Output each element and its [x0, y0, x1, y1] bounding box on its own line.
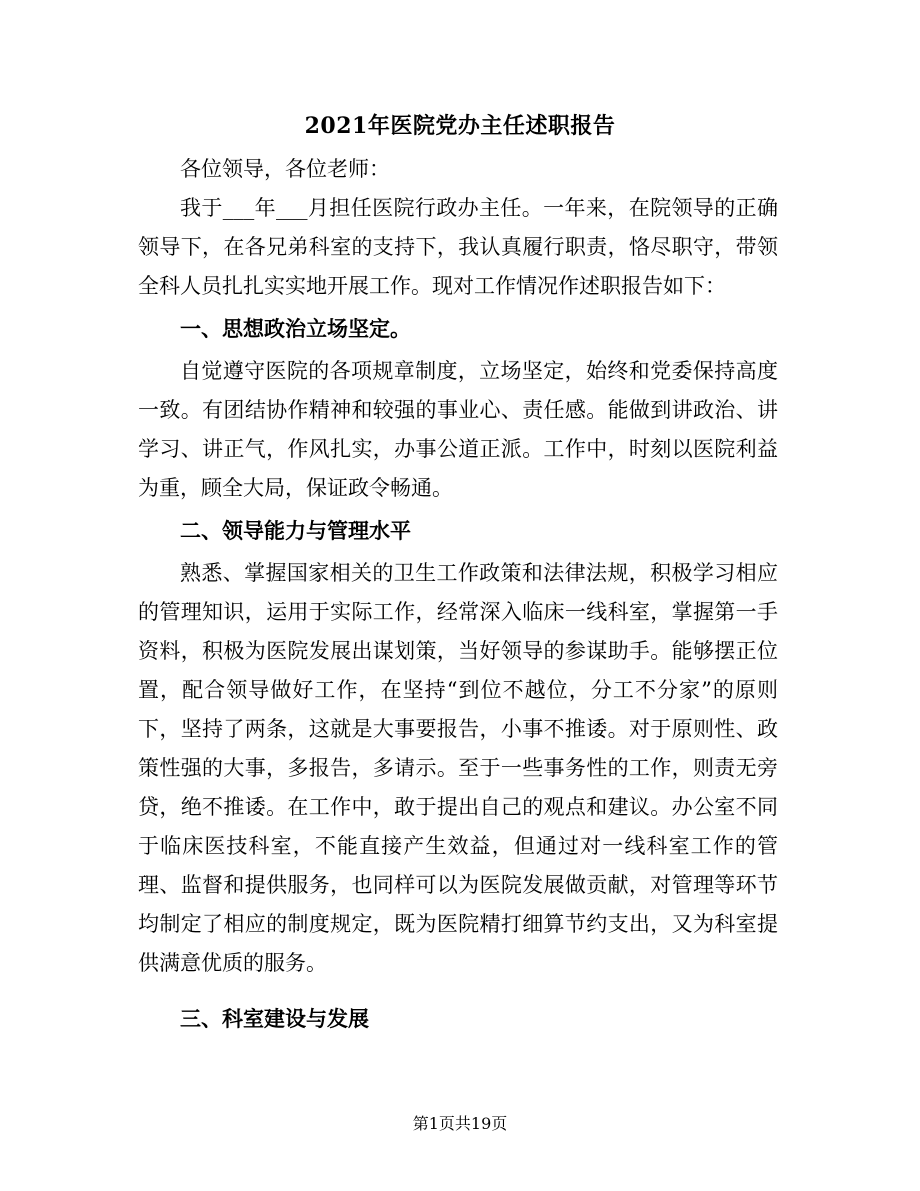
intro-paragraph: 我于___年___月担任医院行政办主任。一年来，在院领导的正确领导下，在各兄弟科室的支持下，我认真履行职责，恪尽职守，带领全科人员扎扎实实地开展工作。现对工作情况作述职报告如下：	[138, 196, 778, 298]
document-body	[138, 150, 778, 1042]
salutation: 各位领导，各位老师：	[180, 157, 390, 181]
section-heading-1: 一、思想政治立场坚定。	[180, 316, 411, 341]
section-1-paragraph: 自觉遵守医院的各项规章制度，立场坚定，始终和党委保持高度一致。有团结协作精神和较强的事业心、责任感。能做到讲政治、讲学习、讲正气，作风扎实，办事公道正派。工作中，时刻以医院利益为重，顾全大局，保证政令畅通。	[138, 359, 778, 500]
document-title: 2021年医院党办主任述职报告	[304, 113, 616, 139]
page-number: 第1页共19页	[412, 1114, 508, 1133]
section-heading-2: 二、领导能力与管理水平	[180, 518, 411, 543]
section-2-paragraph: 熟悉、掌握国家相关的卫生工作政策和法律法规，积极学习相应的管理知识，运用于实际工作，经常深入临床一线科室，掌握第一手资料，积极为医院发展出谋划策，当好领导的参谋助手。能够摆正位置，配合领导做好工作，在坚持“到位不越位，分工不分家”的原则下，坚持了两条，这就是大事要报告，小事不推诿。对于原则性、政策性强的大事，多报告，多请示。至于一些事务性的工作，则责无旁贷，绝不推诿。在工作中，敢于提出自己的观点和建议。办公室不同于临床医技科室，不能直接产生效益，但通过对一线科室工作的管理、监督和提供服务，也同样可以为医院发展做贡献，对管理等环节均制定了相应的制度规定，既为医院精打细算节约支出，又为科室提供满意优质的服务。	[138, 561, 778, 975]
section-heading-3: 三、科室建设与发展	[180, 1006, 369, 1031]
